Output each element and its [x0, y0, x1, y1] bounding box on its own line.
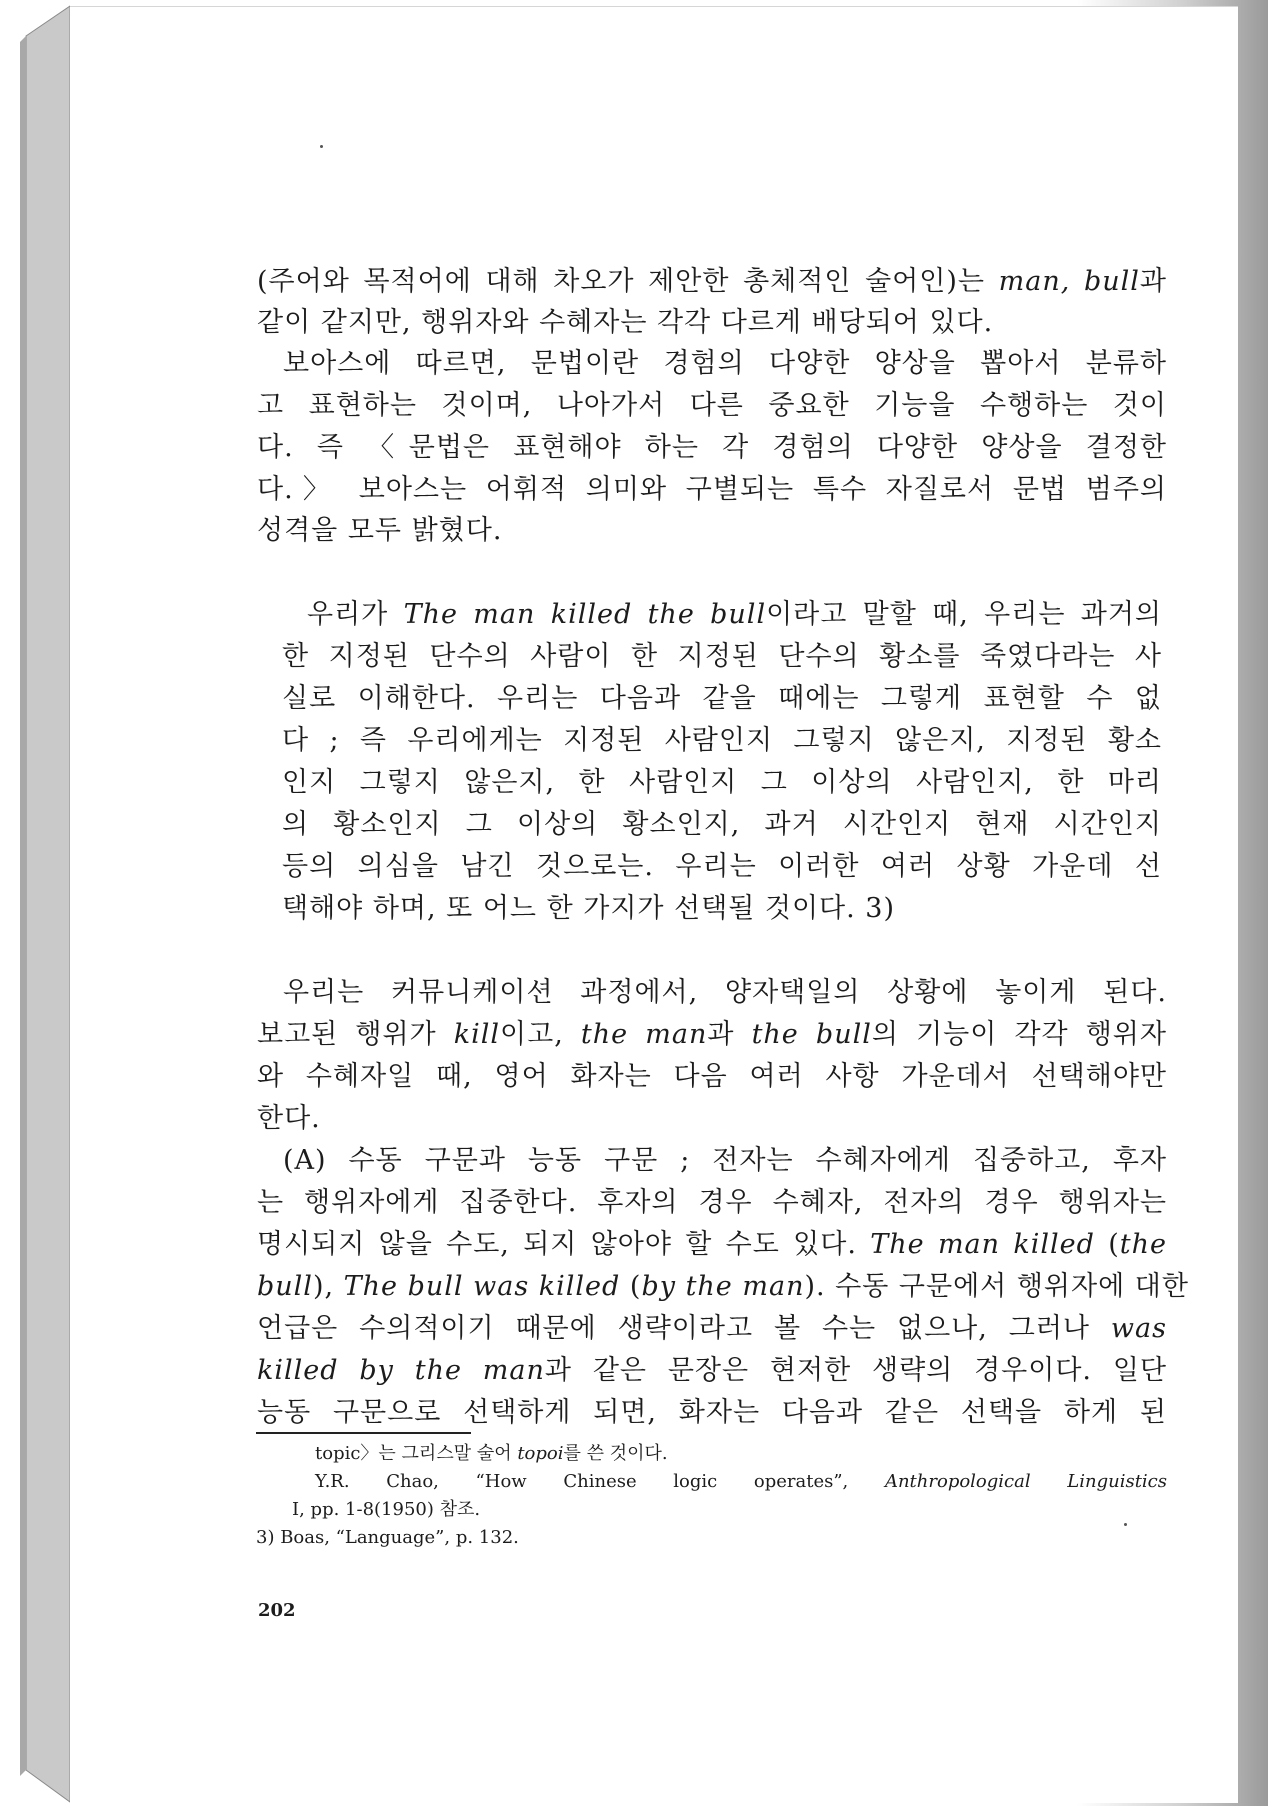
quote-line: 택해야 하며, 또 어느 한 가지가 선택될 것이다. 3) [282, 893, 896, 924]
quote-line: 실로 이해한다. 우리는 다음과 같을 때에는 그렇게 표현할 수 없 [282, 683, 1162, 714]
text-line: 능동 구문으로 선택하게 되면, 화자는 다음과 같은 선택을 하게 된 [257, 1397, 1167, 1428]
text-line: 명시되지 않을 수도, 되지 않아야 할 수도 있다. The man killed (the [257, 1229, 1167, 1260]
text-line: bull), The bull was killed (by the man). 수동 구문에서 행위자에 대한 [257, 1271, 1189, 1302]
text-line: 다. 즉 〈문법은 표현해야 하는 각 경험의 다양한 양상을 결정한 [257, 432, 1167, 463]
text-line: 언급은 수의적이기 때문에 생략이라고 볼 수는 없으나, 그러나 was [257, 1313, 1167, 1344]
quote-line: 인지 그렇지 않은지, 한 사람인지 그 이상의 사람인지, 한 마리 [282, 767, 1162, 798]
text-line: 고 표현하는 것이며, 나아가서 다른 중요한 기능을 수행하는 것이 [257, 390, 1167, 421]
scan-speck [1124, 1523, 1127, 1526]
text-line: (주어와 목적어에 대해 차오가 제안한 총체적인 술어인)는 man, bull과 [257, 266, 1167, 297]
quote-line: 다 ; 즉 우리에게는 지정된 사람인지 그렇지 않은지, 지정된 황소 [282, 725, 1162, 756]
text-line: 보고된 행위가 kill이고, the man과 the bull의 기능이 각각 행위자 [257, 1019, 1167, 1050]
footnote-line: Y.R. Chao, “How Chinese logic operates”, Anthropological Linguistics [315, 1471, 1167, 1492]
text-line: 성격을 모두 밝혔다. [257, 515, 503, 546]
quote-line: 등의 의심을 남긴 것으로는. 우리는 이러한 여러 상황 가운데 선 [282, 851, 1162, 882]
text-line: (A) 수동 구문과 능동 구문 ; 전자는 수혜자에게 집중하고, 후자 [283, 1145, 1167, 1176]
text-line: 보아스에 따르면, 문법이란 경험의 다양한 양상을 뽑아서 분류하 [283, 348, 1167, 379]
footnote-line: I, pp. 1-8(1950) 참조. [292, 1499, 481, 1520]
text-line: 우리는 커뮤니케이션 과정에서, 양자택일의 상황에 놓이게 된다. [283, 977, 1167, 1008]
text-line: 는 행위자에게 집중한다. 후자의 경우 수혜자, 전자의 경우 행위자는 [257, 1187, 1167, 1218]
scan-speck [320, 145, 323, 148]
book-edge [0, 0, 70, 1806]
text-line: killed by the man과 같은 문장은 현저한 생략의 경우이다. 일단 [257, 1355, 1168, 1386]
text-line: 다.〉 보아스는 어휘적 의미와 구별되는 특수 자질로서 문법 범주의 [257, 474, 1167, 505]
text-line: 같이 같지만, 행위자와 수혜자는 각각 다르게 배당되어 있다. [257, 307, 994, 338]
text-line: 한다. [257, 1103, 321, 1134]
footnote-line: topic〉는 그리스말 술어 topoi를 쓴 것이다. [315, 1443, 668, 1464]
quote-line: 한 지정된 단수의 사람이 한 지정된 단수의 황소를 죽였다라는 사 [282, 641, 1162, 672]
text-line: 와 수혜자일 때, 영어 화자는 다음 여러 사항 가운데서 선택해야만 [257, 1061, 1167, 1092]
footnote-rule [256, 1432, 471, 1434]
quote-line: 의 황소인지 그 이상의 황소인지, 과거 시간인지 현재 시간인지 [282, 809, 1162, 840]
footnote-line: 3) Boas, “Language”, p. 132. [256, 1527, 519, 1548]
quote-line: 우리가 The man killed the bull이라고 말할 때, 우리는 과거의 [307, 599, 1162, 630]
page-number: 202 [258, 1600, 296, 1621]
document-page [70, 6, 1238, 1803]
